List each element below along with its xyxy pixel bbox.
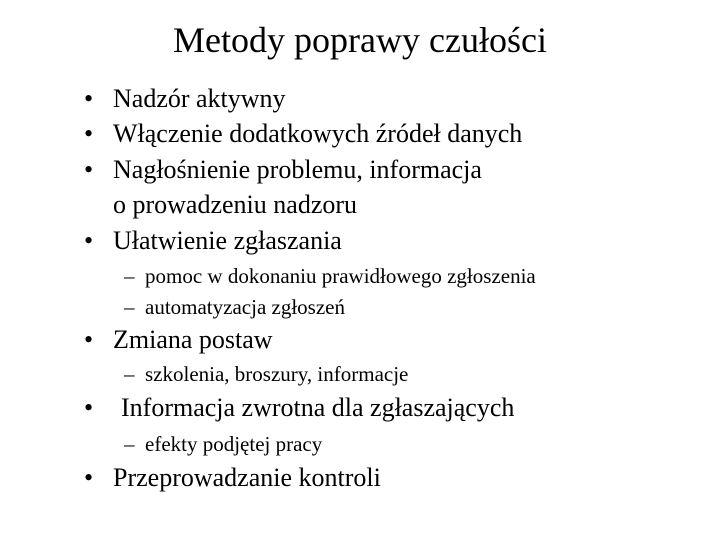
bullet-text: Zmiana postaw bbox=[113, 325, 273, 354]
bullet-marker: • bbox=[84, 463, 94, 492]
sub-marker: – bbox=[124, 362, 135, 386]
sub-marker: – bbox=[124, 295, 135, 319]
slide-title: Metody poprawy czułości bbox=[173, 20, 547, 60]
bullet-text: Nagłośnienie problemu, informacja bbox=[113, 155, 482, 184]
sub-marker: – bbox=[124, 432, 135, 456]
sub-text: efekty podjętej pracy bbox=[145, 432, 323, 456]
bullet-marker: • bbox=[84, 226, 94, 255]
sub-marker: – bbox=[124, 264, 135, 288]
bullet-marker: • bbox=[84, 84, 94, 113]
bullet-text: Włączenie dodatkowych źródeł danych bbox=[113, 119, 523, 148]
bullet-text: Informacja zwrotna dla zgłaszających bbox=[121, 393, 515, 422]
bullet-text-continuation: o prowadzeniu nadzoru bbox=[113, 190, 358, 219]
bullet-marker: • bbox=[84, 155, 94, 184]
sub-text: pomoc w dokonaniu prawidłowego zgłoszenia bbox=[145, 264, 536, 288]
bullet-text: Przeprowadzanie kontroli bbox=[113, 463, 381, 492]
bullet-text: Ułatwienie zgłaszania bbox=[113, 226, 342, 255]
bullet-marker: • bbox=[84, 393, 94, 422]
bullet-text: Nadzór aktywny bbox=[113, 84, 286, 113]
bullet-marker: • bbox=[84, 119, 94, 148]
bullet-marker: • bbox=[84, 325, 94, 354]
sub-text: automatyzacja zgłoszeń bbox=[145, 295, 345, 319]
sub-text: szkolenia, broszury, informacje bbox=[145, 362, 409, 386]
